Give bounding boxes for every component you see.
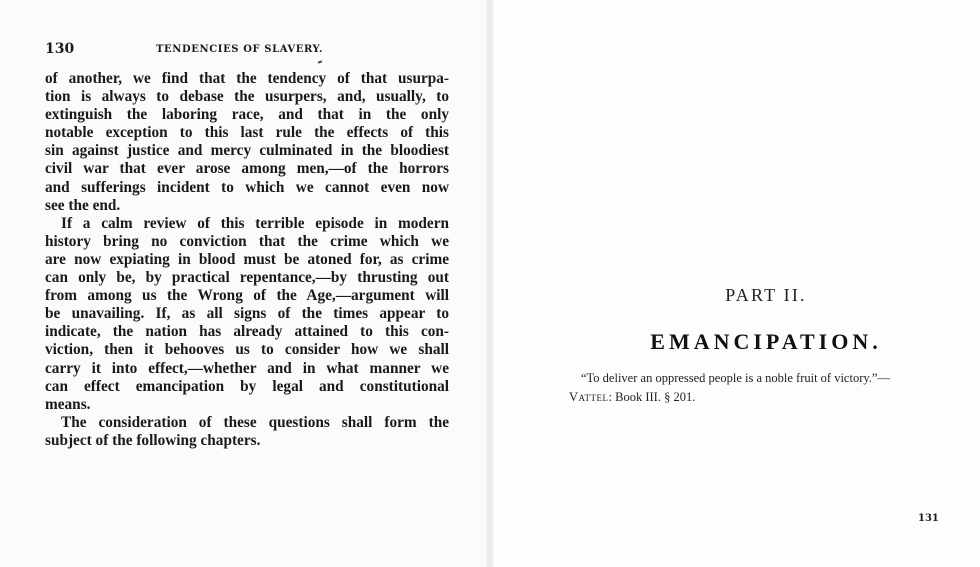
text-line: history bring no conviction that the crime which we [45, 232, 449, 250]
text-line: sin against justice and mercy culminated in the bloodiest [45, 142, 449, 160]
epigraph-source: : Book III. § 201. [608, 390, 696, 404]
epigraph [569, 369, 980, 407]
epigraph-quote: “To deliver an oppressed people is a noble fruit of victory.”— [581, 371, 890, 385]
text-line: are now expiating in blood must be atoned for, as crime [45, 250, 449, 268]
text-line: can only be, by practical repentance,—by thrusting out [45, 269, 449, 287]
text-line: and sufferings incident to which we cannot even now [45, 178, 449, 196]
text-line: civil war that ever arose among men,—of the horrors [45, 160, 449, 178]
epigraph-citation [569, 388, 980, 407]
text-line: subject of the following chapters. [45, 431, 261, 449]
left-page-header [45, 41, 445, 59]
text-line: carry it into effect,—whether and in what manner we [45, 359, 449, 377]
text-line: can effect emancipation by legal and constitutional [45, 377, 449, 395]
text-line: extinguish the laboring race, and that in the only [45, 106, 449, 124]
section-title: EMANCIPATION. [650, 329, 882, 354]
text-line: If a calm review of this terrible episode in modern [61, 214, 449, 232]
right-page-number: 131 [918, 513, 939, 524]
text-line: see the end. [45, 196, 121, 214]
text-line: viction, then it behooves us to consider how we shall [45, 341, 449, 359]
epigraph-author: Vattel [569, 390, 609, 404]
running-head: TENDENCIES OF SLAVERY. [156, 44, 324, 55]
text-line: indicate, the nation has already attained to this con- [45, 323, 449, 341]
right-page [490, 0, 980, 567]
part-heading: PART II. [725, 285, 807, 305]
text-line: of another, we find that the tendency of that usurpa- [45, 70, 449, 87]
text-line: tion is always to debase the usurpers, and, usually, to [45, 88, 449, 106]
text-line: The consideration of these questions shall form the [61, 413, 449, 431]
text-line: be unavailing. If, as all signs of the times appear to [45, 305, 449, 323]
text-line: from among us the Wrong of the Age,—argument will [45, 287, 449, 305]
text-line: notable exception to this last rule the effects of this [45, 124, 449, 142]
book-gutter [486, 0, 494, 567]
left-page-body-text [45, 70, 449, 450]
left-page-number: 130 [45, 41, 75, 57]
text-line: means. [45, 395, 91, 413]
